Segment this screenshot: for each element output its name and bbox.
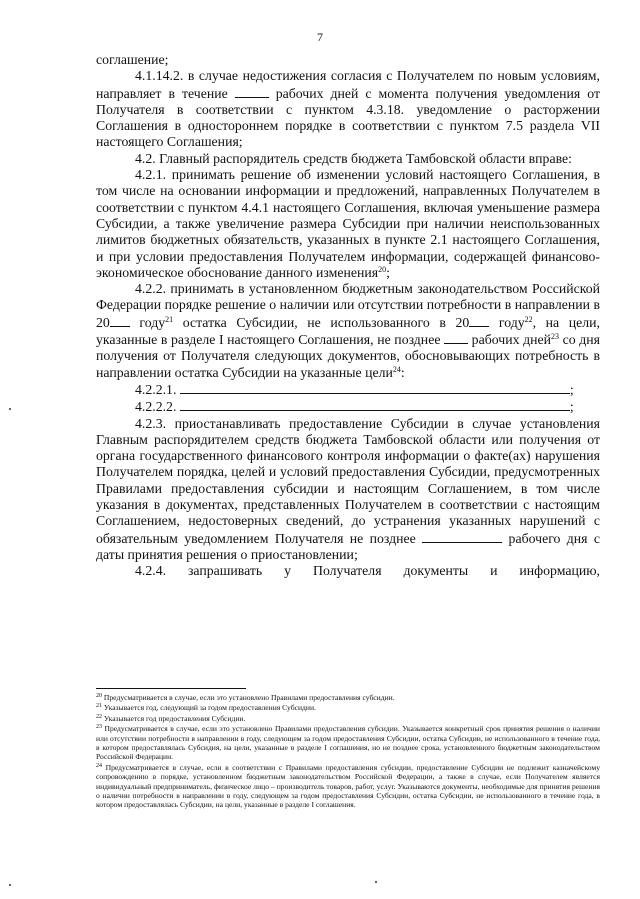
text: году [129,314,166,330]
footnote-number: 22 [96,713,102,720]
footnote-ref: 20 [378,264,387,274]
blank-field [444,331,468,344]
footnote-number: 24 [96,762,102,769]
paragraph-4-2-4 [96,563,600,579]
footnotes [96,693,600,811]
text: 4.2.3. приостанавливать предоставление Субсидии в случае установления Главным распорядителем средств бюджета Тамбовской области или получения от органа государственного финансового контроля информации о факте(ах) нарушения Получателем порядка, целей и условий предоставления Субсидии, предусмотренных Правилами предоставления субсидии и настоящим Соглашением, в том числе указания в документах, представленных Получателем в соответствии с настоящим Соглашением, недостоверных сведений, до устранения указанных нарушений с обязательным уведомлением Получателя не позднее [96,415,600,546]
text: остатка Субсидии, не использованного в 20 [173,314,470,330]
paragraph-continuation [96,52,600,68]
footnote-ref: 21 [165,314,174,324]
text: рабочих дней с момента получения уведомления от Получателя в соответствии с пунктом 4.3.18. уведомление о расторжении Соглашения в одностороннем порядке в соответствии с пунктом 7.5 раздела VII настоящего Соглашения; [96,85,601,150]
blank-field [469,314,489,327]
text: 4.1.14.2. в случае недостижения согласия с Получателем по новым условиям, направляет в течение [96,68,600,101]
document-body [96,52,600,580]
footnote-text: Предусматривается в случае, если в соответствии с Правилами предоставления субсидии, предоставление Субсидии не подлежит казначейскому сопровождению в порядке, установленном бюджетным законодательством Российской Федерации, а также в случае, если Получателем является индивидуальный предприниматель, физическое лицо – производитель товаров, работ, услуг. Указываются документы, необходимые для принятия решения о наличии потребности в направлении в году, следующем за годом предоставления Субсидии, остатка Субсидии, не использованного в течение года, в котором предоставлялась Субсидии, на цели, указанные в разделе I соглашения. [96,762,600,810]
text: рабочего дня с даты принятия решения о приостановлении; [96,530,601,562]
text: 4.2. Главный распорядитель средств бюджета Тамбовской области вправе: [135,150,572,166]
blank-field [180,398,570,411]
text: : [400,364,405,380]
footnote [96,693,600,702]
footnote-number: 20 [96,693,102,699]
paragraph-4-2-1 [96,167,600,281]
text: году [489,314,525,330]
footnote-text: Указывается год, следующий за годом предоставления Субсидии. [103,703,316,713]
text: рабочих дней [468,332,551,348]
footnote-number: 23 [96,724,102,731]
text: 4.2.2.2. [135,399,177,415]
text: 4.2.2.1. [135,381,177,397]
text: , на цели, указанные в разделе I настоящего Соглашения, не позднее [96,314,601,348]
paragraph-4-2 [96,151,600,167]
paragraph-4-2-3 [96,416,600,564]
footnote-text: Предусматривается в случае, если это установлено Правилами предоставления субсидии. Указывается конкретный срок принятия решения о наличии или отсутствии потребности в направлении в году, следующем за годом предоставления Субсидии, остатка Субсидии, не использованного в течение года, в котором предоставлялась Субсидия, на цели, указанные в разделе I соглашения, но не позднее срока, установленного бюджетным законодательством Российской Федерации. [96,724,600,762]
footnote-ref: 23 [551,332,559,342]
paragraph-4-1-14-2 [96,68,600,150]
blank-field [422,530,502,543]
page-number: 7 [317,30,323,44]
text: 4.2.4. запрашивать у Получателя документы и информацию, [135,563,600,579]
footnote [96,763,600,810]
text: со дня получения от Получателя следующих документов, обосновывающих потребность в направлении остатка Субсидии на указанные цели [96,332,600,380]
paragraph-4-2-2-1: 4.2.2.1. ; [135,381,574,397]
footnote-separator [96,688,246,689]
text: соглашение; [96,52,169,67]
footnote [96,714,600,723]
footnote-ref: 24 [392,364,401,374]
scan-speck [375,881,377,883]
text: 4.2.1. принимать решение об изменении условий настоящего Соглашения, в том числе на основании информации и предложений, направленных Получателем в соответствии с пунктом 4.4.1 настоящего Соглашения, включая уменьшение размера Субсидии, а также увеличение размера Субсидии при наличии неиспользованных лимитов бюджетных обязательств, указанных в пункте 2.1 настоящего Соглашения, и при условии предоставления Получателем информации, содержащей финансово-экономическое обоснование данного изменения [96,167,600,280]
footnote-number: 21 [96,703,102,710]
footnote [96,724,600,762]
paragraph-4-2-2-2: 4.2.2.2. ; [135,399,574,415]
blank-field [110,314,130,327]
footnote [96,703,600,712]
scan-speck [9,408,11,410]
text: ; [386,264,390,280]
footnote-text: Указывается год предоставления Субсидии. [103,713,246,723]
footnote-ref: 22 [524,314,533,324]
text: 4.2.2. принимать в установленном бюджетным законодательством Российской Федерации порядке решение о наличии или отсутствии потребности в направлении в 20 [96,281,600,330]
scan-speck [9,884,11,886]
paragraph-4-2-2 [96,281,600,381]
blank-field [180,381,570,394]
blank-field [235,85,269,98]
footnote-text: Предусматривается в случае, если это установлено Правилами предоставления субсидии. [103,693,395,702]
